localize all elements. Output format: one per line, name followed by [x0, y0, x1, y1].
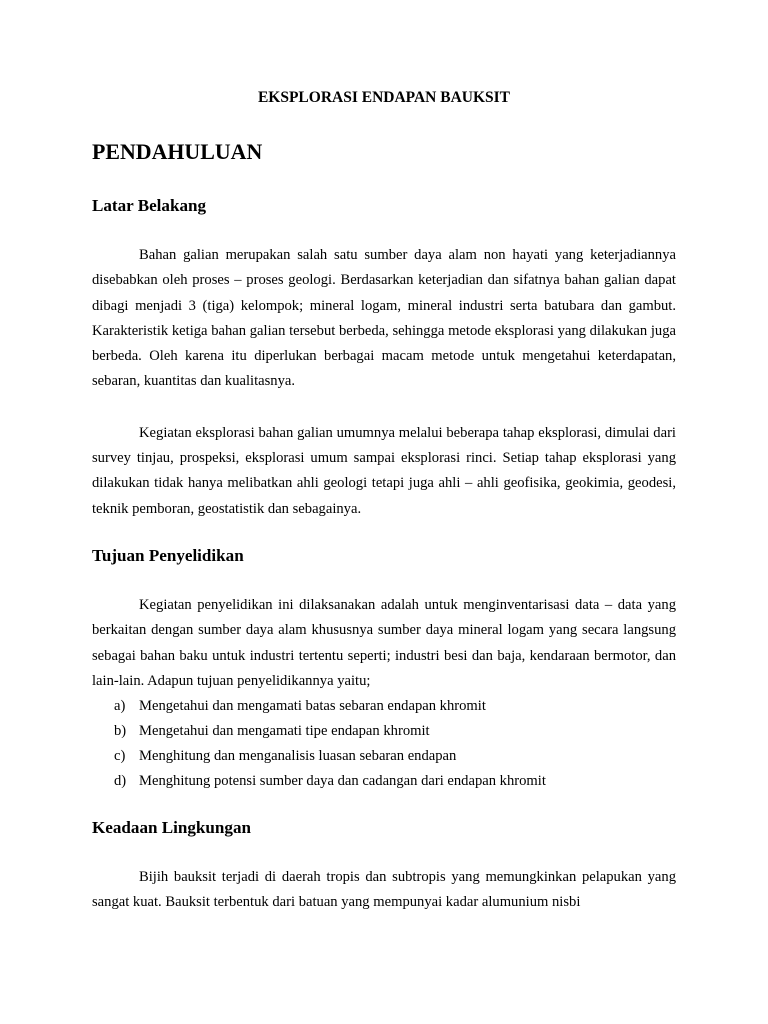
section-heading-pendahuluan: PENDAHULUAN [92, 139, 263, 164]
list-item [92, 719, 676, 744]
list-item [92, 744, 676, 769]
subsection-heading-latar-belakang: Latar Belakang [92, 196, 207, 215]
list-item-text: Menghitung dan menganalisis luasan sebaran endapan [139, 748, 457, 765]
subsection-heading-keadaan-lingkungan: Keadaan Lingkungan [92, 818, 251, 838]
paragraph-bijih-bauksit: Bijih bauksit terjadi di daerah tropis dan subtropis yang memungkinkan pelapukan yang sangat kuat. Bauksit terbentuk dari batuan yang mempunyai kadar alumunium nisbi [92, 869, 676, 911]
list-item [92, 769, 676, 794]
document-page [92, 88, 676, 916]
list-marker: d) [114, 773, 127, 790]
list-marker: a) [114, 698, 126, 715]
objectives-list [92, 694, 676, 794]
paragraph-kegiatan-penyelidikan: Kegiatan penyelidikan ini dilaksanakan adalah untuk menginventarisasi data – data yang berkaitan dengan sumber daya alam khususnya sumber daya mineral logam yang secara langsung sebagai bahan baku untuk industri tertentu seperti; industri besi dan baja, kendaraan bermotor, dan lain-lain. Adapun tujuan penyelidikannya yaitu; [92, 596, 676, 689]
paragraph-bahan-galian: Bahan galian merupakan salah satu sumber daya alam non hayati yang keterjadiannya disebabkan oleh proses – proses geologi. Berdasarkan keterjadian dan sifatnya bahan galian dapat dibagi menjadi 3 (tiga) kelompok; mineral logam, mineral industri serta batubara dan gambut. Karakteristik ketiga bahan galian tersebut berbeda, sehingga metode eksplorasi yang dilakukan juga berbeda. Oleh karena itu diperlukan berbagai macam metode untuk mengetahui keterdapatan, sebaran, kuantitas dan kualitasnya. [92, 247, 676, 390]
list-item-text: Mengetahui dan mengamati tipe endapan khromit [139, 723, 430, 740]
list-item-text: Menghitung potensi sumber daya dan cadangan dari endapan khromit [139, 773, 546, 790]
paragraph-kegiatan-eksplorasi: Kegiatan eksplorasi bahan galian umumnya melalui beberapa tahap eksplorasi, dimulai dari survey tinjau, prospeksi, eksplorasi umum sampai eksplorasi rinci. Setiap tahap eksplorasi yang dilakukan tidak hanya melibatkan ahli geologi tetapi juga ahli – ahli geofisika, geokimia, geodesi, teknik pemboran, geostatistik dan sebagainya. [92, 424, 676, 517]
document-title: EKSPLORASI ENDAPAN BAUKSIT [257, 89, 511, 106]
subsection-heading-tujuan-penyelidikan: Tujuan Penyelidikan [92, 545, 244, 565]
list-item [92, 694, 676, 719]
list-marker: b) [114, 723, 127, 740]
list-item-text: Mengetahui dan mengamati batas sebaran endapan khromit [139, 698, 486, 715]
list-marker: c) [114, 748, 126, 765]
